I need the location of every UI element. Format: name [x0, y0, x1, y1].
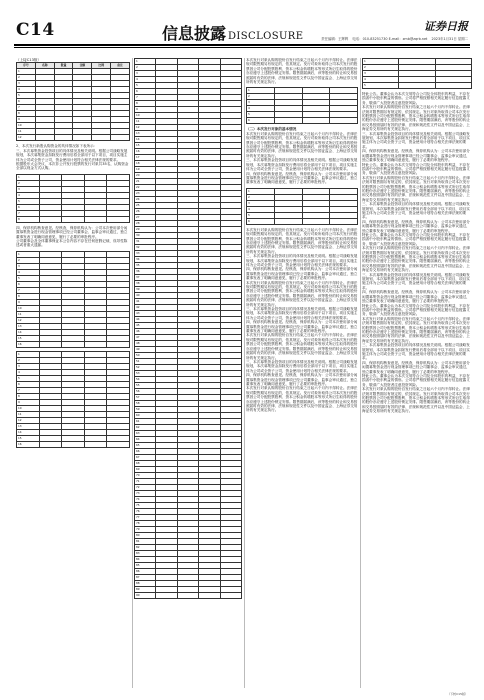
newspaper-logo: 证券日报 — [424, 20, 468, 33]
table-cell: 90 — [135, 593, 156, 599]
table-cell: 49 — [135, 347, 156, 353]
table-cell: 7 — [17, 387, 40, 393]
table-cell: 3 — [247, 100, 275, 106]
table-cell: 1 — [135, 59, 156, 65]
table-cell: 12 — [17, 135, 36, 141]
table-cell: 55 — [135, 383, 156, 389]
paragraph: 三、本次募集资金投资项目的具体情况及相关说明。根据公司战略发展规划，本次募集资金扣除发行费用后将全部用于以下项目，项目实施主体为公司或全资子公司，资金使用计划符合相关法律法规的要求。 — [362, 343, 470, 361]
paragraph: 特此公告。董事会认为本次交易符合公司及全体股东的利益，不存在损害中小股东利益的情形。公司将严格按照相关规定履行信息披露义务，敬请广大投资者注意投资风险。 — [362, 374, 470, 387]
table-cell: 4 — [17, 269, 40, 275]
table-cell — [62, 441, 85, 447]
table-cell: 8 — [17, 216, 40, 222]
table-cell: 5 — [17, 375, 40, 381]
column-2 — [134, 58, 242, 688]
table-cell: 5 — [17, 275, 40, 281]
table-cell: 23 — [135, 191, 156, 197]
table-cell: 53 — [135, 371, 156, 377]
intro-line: 根据股东大会决议，本次非公开发行股票的发行对象共35名，认购资金全部以现金方式认购。 — [16, 162, 129, 171]
table-cell: 3 — [17, 186, 40, 192]
page-number: C14 — [16, 20, 55, 40]
table-cell: 41 — [135, 299, 156, 305]
table-cell: 1 — [17, 251, 40, 257]
table-cell: 5 — [17, 198, 40, 204]
table-cell — [73, 135, 92, 141]
table-cell: 12 — [135, 125, 156, 131]
paragraph: 本次发行对象认购的股份自发行结束之日起六个月内不得转让。法律法规对限售期另有规定的，依其规定。发行对象所取得公司本次发行的股票因公司分配股票股利、资本公积金转增股本等形式所衍生取得的股份亦应遵守上述股份锁定安排。限售期届满后，该等股份的转让和交易按照届时有效的法律、法规和规范性文件以及中国证监会、上海证券交易所的有关规定执行。 — [246, 58, 358, 85]
table-cell: 81 — [135, 539, 156, 545]
table-row — [17, 216, 130, 222]
paragraph: 四、保荐机构核查意见。经核查，保荐机构认为：公司本次使用部分闲置募集资金进行现金管理事项已经公司董事会、监事会审议通过，独立董事发表了明确同意意见，履行了必要的审批程序。 — [246, 171, 358, 185]
table-cell: 12 — [17, 417, 40, 423]
table-cell: 6 — [17, 99, 36, 105]
table-cell: 45 — [135, 323, 156, 329]
table-cell: 28 — [135, 221, 156, 227]
section-title-en: DISCLOSURE — [228, 31, 304, 42]
paragraph: 三、本次募集资金投资项目的具体情况及相关说明。根据公司战略发展规划，本次募集资金扣除发行费用后将全部用于以下项目，项目实施主体为公司或全资子公司，资金使用计划符合相关法律法规的要求。 — [362, 131, 470, 149]
table-cell: 77 — [135, 515, 156, 521]
paragraph: 四、保荐机构核查意见。经核查，保荐机构认为：公司本次使用部分闲置募集资金进行现金管理事项已经公司董事会、监事会审议通过，独立董事发表了明确同意意见，履行了必要的审批程序。 — [16, 225, 128, 239]
table-cell: 2 — [17, 257, 40, 263]
table-cell: 86 — [135, 569, 156, 575]
table-cell: 60 — [135, 413, 156, 419]
intro-line: 公司董事会及全体董事保证本公告内容不存在任何虚假记载、误导性陈述或者重大遗漏。 — [16, 239, 128, 248]
table-cell — [220, 593, 241, 599]
intro-line: 2、本次发行新股认购资金的具体情况如下表所示： — [16, 144, 98, 149]
paragraph: 四、保荐机构核查意见。经核查，保荐机构认为：公司本次使用部分闲置募集资金进行现金管理事项已经公司董事会、监事会审议通过，独立董事发表了明确同意意见，履行了必要的审批程序。 — [362, 290, 470, 304]
table-cell: 3 — [17, 363, 40, 369]
table-row — [17, 135, 130, 141]
table-row — [135, 593, 242, 599]
table-cell — [399, 83, 435, 89]
table-cell: 5 — [17, 93, 36, 99]
table-header-cell: 备注 — [111, 63, 130, 69]
table-cell: 3 — [363, 71, 399, 77]
table-cell: 1 — [17, 351, 40, 357]
table-cell: 21 — [135, 179, 156, 185]
table-cell: 74 — [135, 497, 156, 503]
table-cell: 2 — [247, 194, 275, 200]
table-cell: 2 — [17, 75, 36, 81]
table-cell: 4 — [17, 87, 36, 93]
table-header-cell: 数量 — [54, 63, 73, 69]
table-cell: 4 — [17, 192, 40, 198]
column-divider — [244, 58, 245, 688]
table-cell: 10 — [17, 123, 36, 129]
table-cell: 13 — [135, 131, 156, 137]
table-cell: 61 — [135, 419, 156, 425]
table-cell — [84, 341, 107, 347]
table-cell — [435, 83, 471, 89]
table-cell: 16 — [17, 341, 40, 347]
table-cell: 29 — [135, 227, 156, 233]
table-cell: 1 — [247, 188, 275, 194]
paragraph: 本次发行对象认购的股份自发行结束之日起六个月内不得转让。法律法规对限售期另有规定的，依其规定。发行对象所取得公司本次发行的股票因公司分配股票股利、资本公积金转增股本等形式所衍生取得的股份亦应遵守上述股份锁定安排。限售期届满后，该等股份的转让和交易按照届时有效的法律、法规和规范性文件以及中国证监会、上海证券交易所的有关规定执行。 — [246, 131, 358, 158]
table-cell: 2 — [17, 357, 40, 363]
table-cell: 66 — [135, 449, 156, 455]
paragraph: 特此公告。董事会认为本次交易符合公司及全体股东的利益，不存在损害中小股东利益的情形。公司将严格按照相关规定履行信息披露义务，敬请广大投资者注意投资风险。 — [362, 233, 470, 246]
table-cell: 8 — [135, 101, 156, 107]
table-header-cell: 金额 — [73, 63, 92, 69]
table-cell: 3 — [135, 71, 156, 77]
table-cell: 19 — [135, 167, 156, 173]
table-cell — [39, 216, 62, 222]
table-cell — [302, 118, 330, 124]
table-cell: 27 — [135, 215, 156, 221]
paragraph: 本次发行对象认购的股份自发行结束之日起六个月内不得转让。法律法规对限售期另有规定的，依其规定。发行对象所取得公司本次发行的股票因公司分配股票股利、资本公积金转增股本等形式所衍生取得的股份亦应遵守上述股份锁定安排。限售期届满后，该等股份的转让和交易按照届时有效的法律、法规和规范性文件以及中国证监会、上海证券交易所的有关规定执行。 — [362, 175, 470, 202]
table-cell — [156, 593, 177, 599]
editor-line: 责任编辑：王辉辉 — [321, 37, 349, 41]
table-cell: 63 — [135, 431, 156, 437]
table-cell: 76 — [135, 509, 156, 515]
table-c — [16, 251, 130, 348]
column-4 — [362, 58, 472, 688]
paragraph: 四、保荐机构核查意见。经核查，保荐机构认为：公司本次使用部分闲置募集资金进行现金管理事项已经公司董事会、监事会审议通过，独立董事发表了明确同意意见，履行了必要的审批程序。 — [362, 149, 470, 163]
table-cell: 2 — [363, 65, 399, 71]
table-cell — [199, 593, 220, 599]
table-cell: 7 — [17, 287, 40, 293]
table-cell: 32 — [135, 245, 156, 251]
table-cell — [62, 341, 85, 347]
paragraph: 本次发行对象认购的股份自发行结束之日起六个月内不得转让。法律法规对限售期另有规定的，依其规定。发行对象所取得公司本次发行的股票因公司分配股票股利、资本公积金转增股本等形式所衍生取得的股份亦应遵守上述股份锁定安排。限售期届满后，该等股份的转让和交易按照届时有效的法律、法规和规范性文件以及中国证监会、上海证券交易所的有关规定执行。 — [362, 316, 470, 343]
table-cell: 43 — [135, 311, 156, 317]
table-f — [362, 58, 472, 89]
table-c2 — [16, 351, 130, 448]
table-cell: 6 — [17, 204, 40, 210]
paragraph: 四、保荐机构核查意见。经核查，保荐机构认为：公司本次使用部分闲置募集资金进行现金管理事项已经公司董事会、监事会审议通过，独立董事发表了明确同意意见，履行了必要的审批程序。 — [362, 360, 470, 374]
table-header-cell: 名称 — [35, 63, 54, 69]
column-divider — [360, 58, 361, 688]
table-cell: 11 — [17, 129, 36, 135]
table-cell: 33 — [135, 251, 156, 257]
table-b — [16, 174, 130, 223]
table-cell: 11 — [17, 411, 40, 417]
paragraph: 三、本次募集资金投资项目的具体情况及相关说明。根据公司战略发展规划，本次募集资金扣除发行费用后将全部用于以下项目，项目实施主体为公司或全资子公司，资金使用计划符合相关法律法规的要求。 — [246, 307, 358, 320]
table-cell: 14 — [17, 329, 40, 335]
table-cell: 78 — [135, 521, 156, 527]
table-cell — [274, 118, 302, 124]
table-cell — [39, 341, 62, 347]
table-a — [16, 62, 130, 141]
table-cell: 85 — [135, 563, 156, 569]
column-divider — [132, 58, 133, 688]
table-cell: 2 — [17, 180, 40, 186]
table-cell: 57 — [135, 395, 156, 401]
table-cell: 62 — [135, 425, 156, 431]
table-cell: 17 — [135, 155, 156, 161]
paragraph: 三、本次募集资金投资项目的具体情况及相关说明。根据公司战略发展规划，本次募集资金扣除发行费用后将全部用于以下项目，项目实施主体为公司或全资子公司，资金使用计划符合相关法律法规的要求。 — [362, 272, 470, 290]
table-cell: 9 — [17, 299, 40, 305]
table-row — [17, 441, 130, 447]
table-cell: 59 — [135, 407, 156, 413]
table-cell — [177, 593, 198, 599]
table-cell: 75 — [135, 503, 156, 509]
paragraph: 三、本次募集资金投资项目的具体情况及相关说明。根据公司战略发展规划，本次募集资金扣除发行费用后将全部用于以下项目，项目实施主体为公司或全资子公司，资金使用计划符合相关法律法规的要求。 — [246, 254, 358, 267]
paragraph: 本次发行对象认购的股份自发行结束之日起六个月内不得转让。法律法规对限售期另有规定的，依其规定。发行对象所取得公司本次发行的股票因公司分配股票股利、资本公积金转增股本等形式所衍生取得的股份亦应遵守上述股份锁定安排。限售期届满后，该等股份的转让和交易按照届时有效的法律、法规和规范性文件以及中国证监会、上海证券交易所的有关规定执行。 — [362, 246, 470, 273]
table-cell: 47 — [135, 335, 156, 341]
table-e2 — [246, 188, 358, 225]
table-cell: 9 — [17, 117, 36, 123]
table-cell — [92, 135, 111, 141]
table-cell: 2 — [135, 65, 156, 71]
table-cell: 14 — [17, 429, 40, 435]
table-cell: 6 — [17, 281, 40, 287]
column-1 — [16, 58, 130, 688]
continued-note: （下转C15版） — [447, 692, 468, 696]
table-cell — [330, 118, 358, 124]
table-cell: 7 — [17, 105, 36, 111]
table-cell: 15 — [17, 335, 40, 341]
table-cell: 8 — [17, 393, 40, 399]
table-cell: 51 — [135, 359, 156, 365]
table-cell: 4 — [247, 106, 275, 112]
table-cell: 46 — [135, 329, 156, 335]
table-cell: 36 — [135, 269, 156, 275]
table-cell: 2 — [247, 94, 275, 100]
table-row — [17, 341, 130, 347]
table-cell — [107, 441, 130, 447]
table-cell: 1 — [17, 174, 40, 180]
table-e — [246, 87, 358, 124]
table-cell: 16 — [135, 149, 156, 155]
paragraph: 本次发行对象认购的股份自发行结束之日起六个月内不得转让。法律法规对限售期另有规定的，依其规定。发行对象所取得公司本次发行的股票因公司分配股票股利、资本公积金转增股本等形式所衍生取得的股份亦应遵守上述股份锁定安排。限售期届满后，该等股份的转让和交易按照届时有效的法律、法规和规范性文件以及中国证监会、上海证券交易所的有关规定执行。 — [362, 387, 470, 414]
table-cell: 18 — [135, 161, 156, 167]
table-cell: 37 — [135, 275, 156, 281]
table-cell: 50 — [135, 353, 156, 359]
table-cell: 82 — [135, 545, 156, 551]
table-cell: 35 — [135, 263, 156, 269]
table-cell: 88 — [135, 581, 156, 587]
table-cell — [39, 441, 62, 447]
paragraph: 四、保荐机构核查意见。经核查，保荐机构认为：公司本次使用部分闲置募集资金进行现金管理事项已经公司董事会、监事会审议通过，独立董事发表了明确同意意见，履行了必要的审批程序。 — [362, 219, 470, 233]
table-cell: 11 — [17, 311, 40, 317]
paragraph: 四、保荐机构核查意见。经核查，保荐机构认为：公司本次使用部分闲置募集资金进行现金管理事项已经公司董事会、监事会审议通过，独立董事发表了明确同意意见，履行了必要的审批程序。 — [246, 320, 358, 334]
table-cell: 5 — [247, 112, 275, 118]
table-cell: 11 — [135, 119, 156, 125]
table-cell — [84, 441, 107, 447]
table-cell: 64 — [135, 437, 156, 443]
table-cell: 83 — [135, 551, 156, 557]
table-cell: 5 — [247, 212, 275, 218]
table-cell: 10 — [17, 405, 40, 411]
table-cell: 79 — [135, 527, 156, 533]
table-cell: 5 — [135, 83, 156, 89]
paragraph: 三、本次募集资金投资项目的具体情况及相关说明。根据公司战略发展规划，本次募集资金扣除发行费用后将全部用于以下项目，项目实施主体为公司或全资子公司，资金使用计划符合相关法律法规的要求。 — [16, 148, 128, 162]
table-cell: 1 — [17, 69, 36, 75]
table-cell — [107, 341, 130, 347]
table-cell: 39 — [135, 287, 156, 293]
table-cell: 4 — [17, 369, 40, 375]
table-cell: 31 — [135, 239, 156, 245]
paragraph: 本次发行对象认购的股份自发行结束之日起六个月内不得转让。法律法规对限售期另有规定的，依其规定。发行对象所取得公司本次发行的股票因公司分配股票股利、资本公积金转增股本等形式所衍生取得的股份亦应遵守上述股份锁定安排。限售期届满后，该等股份的转让和交易按照届时有效的法律、法规和规范性文件以及中国证监会、上海证券交易所的有关规定执行。 — [246, 280, 358, 307]
table-cell: 80 — [135, 533, 156, 539]
table-cell — [35, 135, 54, 141]
intro-line: （上接C13版） — [16, 58, 42, 62]
table-cell: 6 — [135, 89, 156, 95]
section-title-cn: 信息披露 — [162, 24, 227, 43]
table-cell: 22 — [135, 185, 156, 191]
table-cell: 56 — [135, 389, 156, 395]
table-cell: 67 — [135, 455, 156, 461]
table-cell: 34 — [135, 257, 156, 263]
table-cell: 69 — [135, 467, 156, 473]
table-row — [247, 118, 358, 124]
paragraph: 三、本次募集资金投资项目的具体情况及相关说明。根据公司战略发展规划，本次募集资金扣除发行费用后将全部用于以下项目，项目实施主体为公司或全资子公司，资金使用计划符合相关法律法规的要求。 — [246, 359, 358, 373]
table-cell: 3 — [17, 263, 40, 269]
table-cell: 13 — [17, 423, 40, 429]
table-cell: 24 — [135, 197, 156, 203]
section-title — [162, 21, 303, 44]
table-cell: 14 — [135, 137, 156, 143]
table-cell: 10 — [17, 305, 40, 311]
table-cell: 3 — [17, 81, 36, 87]
table-cell: 9 — [17, 399, 40, 405]
table-cell: 20 — [135, 173, 156, 179]
table-cell: 3 — [247, 200, 275, 206]
header-rule — [14, 44, 470, 46]
table-cell: 7 — [17, 210, 40, 216]
table-cell — [54, 135, 73, 141]
table-cell: 52 — [135, 365, 156, 371]
table-cell: 1 — [363, 59, 399, 65]
paragraph: 三、本次募集资金投资项目的具体情况及相关说明。根据公司战略发展规划，本次募集资金扣除发行费用后将全部用于以下项目，项目实施主体为公司或全资子公司，资金使用计划符合相关法律法规的要求。 — [362, 202, 470, 220]
table-cell — [84, 216, 107, 222]
table-cell: 87 — [135, 575, 156, 581]
table-cell: 30 — [135, 233, 156, 239]
table-cell: 40 — [135, 293, 156, 299]
table-header-cell: 序号 — [17, 63, 36, 69]
table-cell: 6 — [17, 381, 40, 387]
table-row — [247, 218, 358, 224]
table-cell: 48 — [135, 341, 156, 347]
table-cell: 15 — [17, 435, 40, 441]
table-cell — [274, 218, 302, 224]
table-cell — [302, 218, 330, 224]
paragraph: 特此公告。董事会认为本次交易符合公司及全体股东的利益，不存在损害中小股东利益的情形。公司将严格按照相关规定履行信息披露义务，敬请广大投资者注意投资风险。 — [362, 303, 470, 317]
table-d — [134, 58, 242, 599]
table-cell: 12 — [17, 317, 40, 323]
header-rule-thin — [14, 47, 470, 48]
table-cell: 84 — [135, 557, 156, 563]
contact-line: 电话：010-83251730 E-mail：zmb@zqrb.net — [352, 37, 428, 41]
table-cell — [62, 216, 85, 222]
table-cell: 8 — [17, 293, 40, 299]
table-cell: 9 — [135, 107, 156, 113]
paragraph: 本次发行对象认购的股份自发行结束之日起六个月内不得转让。法律法规对限售期另有规定的，依其规定。发行对象所取得公司本次发行的股票因公司分配股票股利、资本公积金转增股本等形式所衍生取得的股份亦应遵守上述股份锁定安排。限售期届满后，该等股份的转让和交易按照届时有效的法律、法规和规范性文件以及中国证监会、上海证券交易所的有关规定执行。 — [362, 105, 470, 132]
table-cell: 5 — [363, 83, 399, 89]
table-cell: 7 — [135, 95, 156, 101]
table-cell: 4 — [247, 206, 275, 212]
table-cell: 6 — [247, 118, 275, 124]
table-cell: 4 — [135, 77, 156, 83]
table-cell: 70 — [135, 473, 156, 479]
table-cell: 89 — [135, 587, 156, 593]
paragraph: 本次发行对象认购的股份自发行结束之日起六个月内不得转让。法律法规对限售期另有规定的，依其规定。发行对象所取得公司本次发行的股票因公司分配股票股利、资本公积金转增股本等形式所衍生取得的股份亦应遵守上述股份锁定安排。限售期届满后，该等股份的转让和交易按照届时有效的法律、法规和规范性文件以及中国证监会、上海证券交易所的有关规定执行。 — [246, 333, 358, 360]
table-cell — [107, 216, 130, 222]
paragraph: 本次发行对象认购的股份自发行结束之日起六个月内不得转让。法律法规对限售期另有规定的，依其规定。发行对象所取得公司本次发行的股票因公司分配股票股利、资本公积金转增股本等形式所衍生取得的股份亦应遵守上述股份锁定安排。限售期届满后，该等股份的转让和交易按照届时有效的法律、法规和规范性文件以及中国证监会、上海证券交易所的有关规定执行。 — [246, 386, 358, 413]
paragraph: 三、本次募集资金投资项目的具体情况及相关说明。根据公司战略发展规划，本次募集资金扣除发行费用后将全部用于以下项目，项目实施主体为公司或全资子公司，资金使用计划符合相关法律法规的要求。 — [246, 158, 358, 172]
table-cell — [111, 135, 130, 141]
table-cell: 58 — [135, 401, 156, 407]
table-cell: 4 — [363, 77, 399, 83]
header-meta — [318, 36, 468, 41]
paragraph: 特此公告。董事会认为本次交易符合公司及全体股东的利益，不存在损害中小股东利益的情形。公司将严格按照相关规定履行信息披露义务，敬请广大投资者注意投资风险。 — [362, 162, 470, 176]
table-cell: 16 — [17, 441, 40, 447]
table-cell: 25 — [135, 203, 156, 209]
paragraph: 四、保荐机构核查意见。经核查，保荐机构认为：公司本次使用部分闲置募集资金进行现金管理事项已经公司董事会、监事会审议通过，独立董事发表了明确同意意见，履行了必要的审批程序。 — [246, 373, 358, 386]
table-cell: 1 — [247, 88, 275, 94]
table-cell: 8 — [17, 111, 36, 117]
table-cell: 65 — [135, 443, 156, 449]
paragraph: 本次发行对象认购的股份自发行结束之日起六个月内不得转让。法律法规对限售期另有规定的，依其规定。发行对象所取得公司本次发行的股票因公司分配股票股利、资本公积金转增股本等形式所衍生取得的股份亦应遵守上述股份锁定安排。限售期届满后，该等股份的转让和交易按照届时有效的法律、法规和规范性文件以及中国证监会、上海证券交易所的有关规定执行。 — [246, 227, 358, 254]
table-cell: 42 — [135, 305, 156, 311]
subheading: （二）本次发行对象的基本情况 — [246, 127, 297, 132]
page-header — [14, 18, 470, 44]
table-row — [363, 83, 472, 89]
issue-date: 2023年1月31日 星期二 — [431, 37, 468, 41]
table-cell: 44 — [135, 317, 156, 323]
table-cell: 73 — [135, 491, 156, 497]
paragraph: 特此公告。董事会认为本次交易符合公司及全体股东的利益，不存在损害中小股东利益的情形。公司将严格按照相关规定履行信息披露义务，敬请广大投资者注意投资风险。 — [362, 92, 470, 105]
table-cell: 10 — [135, 113, 156, 119]
table-cell: 13 — [17, 323, 40, 329]
column-3 — [246, 58, 358, 688]
table-cell: 54 — [135, 377, 156, 383]
table-cell: 6 — [247, 218, 275, 224]
table-cell: 38 — [135, 281, 156, 287]
table-cell: 68 — [135, 461, 156, 467]
table-cell: 26 — [135, 209, 156, 215]
table-cell: 71 — [135, 479, 156, 485]
table-cell: 15 — [135, 143, 156, 149]
paragraph: 四、保荐机构核查意见。经核查，保荐机构认为：公司本次使用部分闲置募集资金进行现金管理事项已经公司董事会、监事会审议通过，独立董事发表了明确同意意见，履行了必要的审批程序。 — [246, 267, 358, 281]
table-header-cell: 比例 — [92, 63, 111, 69]
table-cell — [330, 218, 358, 224]
table-cell: 72 — [135, 485, 156, 491]
